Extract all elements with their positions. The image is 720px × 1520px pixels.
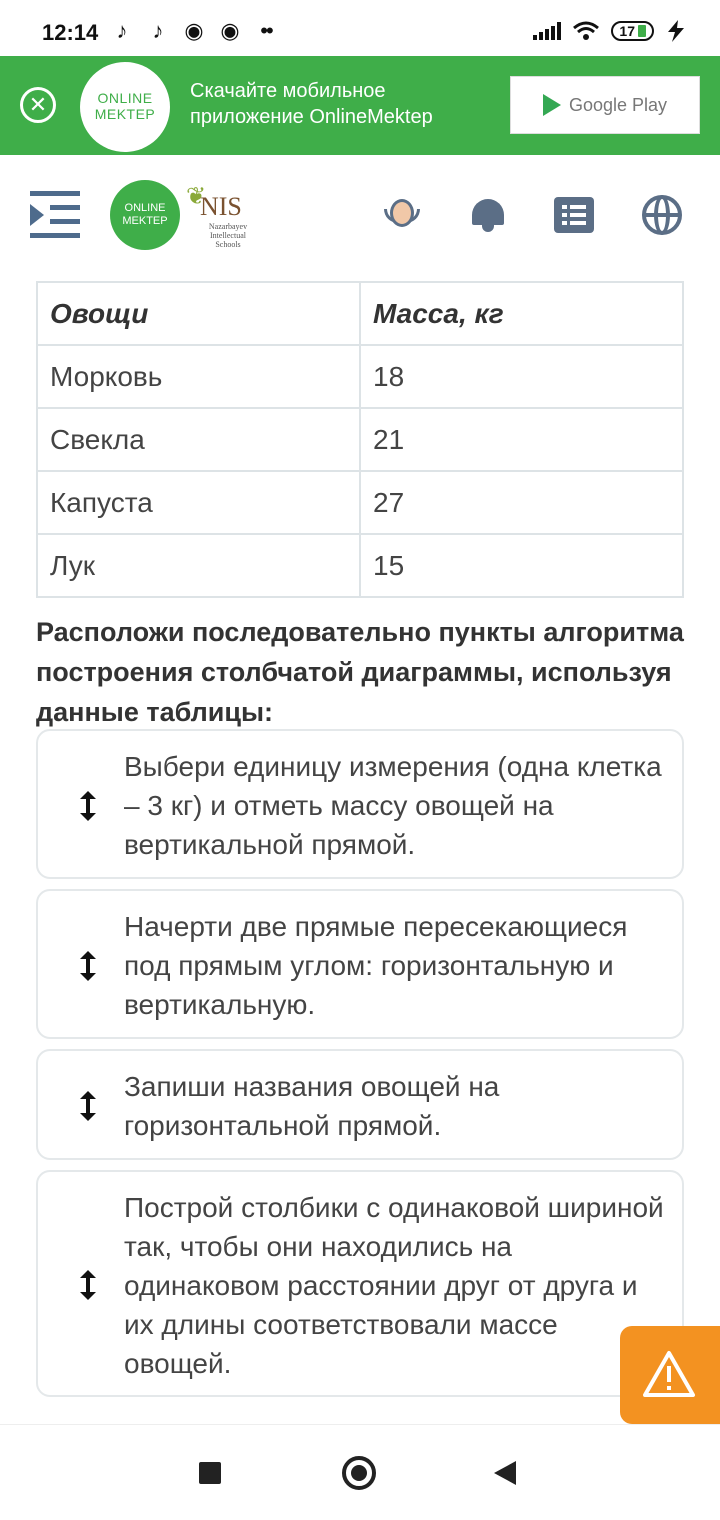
system-icons — [533, 20, 686, 42]
notification-icons — [110, 18, 278, 44]
table-row — [37, 534, 683, 597]
onlinemektep-logo — [80, 62, 170, 152]
report-problem-button[interactable] — [620, 1326, 720, 1424]
wifi-icon — [573, 21, 599, 41]
answer-text: Запиши названия овощей на горизонтальной прямой. — [124, 1071, 500, 1141]
answer-card-3[interactable] — [36, 1049, 684, 1160]
close-icon[interactable]: ✕ — [20, 87, 56, 123]
tiktok-icon: ♪ — [152, 18, 164, 43]
table-cell: Капуста — [37, 471, 360, 534]
battery-level: 17 — [619, 23, 635, 39]
table-cell: Лук — [37, 534, 360, 597]
logo-text-line2: MEKTEP — [94, 106, 156, 122]
nis-logo — [186, 182, 252, 248]
signal-icon — [533, 22, 561, 40]
support-icon[interactable] — [382, 195, 422, 235]
menu-toggle-icon[interactable] — [30, 191, 80, 239]
logo-text-line1: ONLINE — [97, 90, 153, 106]
list-icon[interactable] — [554, 195, 594, 235]
recent-apps-icon[interactable] — [199, 1462, 221, 1484]
table-header-row — [37, 282, 683, 345]
nis-letters: NIS — [200, 192, 242, 221]
table-cell: Морковь — [37, 345, 360, 408]
charging-icon — [666, 20, 686, 42]
more-dots-icon: •• — [260, 18, 272, 43]
drag-handle-icon[interactable] — [80, 1270, 96, 1300]
google-play-label: Google Play — [568, 94, 668, 115]
status-time: 12:14 — [42, 20, 99, 45]
nis-leaf-icon: ❦ — [186, 184, 207, 210]
table-cell: 21 — [360, 408, 683, 471]
drag-handle-icon[interactable] — [80, 951, 96, 981]
answer-card-4[interactable] — [36, 1170, 684, 1397]
status-bar — [0, 0, 720, 56]
question-text: Расположи последовательно пункты алгоритма построения столбчатой диаграммы, используя данные таблицы: — [36, 617, 684, 727]
language-globe-icon[interactable] — [642, 195, 682, 235]
table-row — [37, 408, 683, 471]
warning-icon — [642, 1350, 696, 1398]
back-icon[interactable] — [494, 1461, 516, 1485]
google-play-icon — [543, 94, 561, 116]
battery-icon — [611, 21, 654, 41]
chrome-icon: ◉ — [220, 18, 240, 43]
table-header-vegetables: Овощи — [37, 282, 360, 345]
answer-card-2[interactable] — [36, 889, 684, 1039]
vegetables-table — [36, 281, 684, 598]
table-row — [37, 345, 683, 408]
onlinemektep-logo[interactable] — [110, 180, 180, 250]
answer-card-1[interactable] — [36, 729, 684, 879]
table-cell: 27 — [360, 471, 683, 534]
system-nav-bar — [0, 1424, 720, 1520]
answer-text: Выбери единицу измерения (одна клетка – 3 кг) и отметь массу овощей на вертикальной прямой. — [124, 751, 662, 860]
table-cell: Свекла — [37, 408, 360, 471]
table-cell: 15 — [360, 534, 683, 597]
nis-subtitle: Nazarbayev Intellectual Schools — [208, 222, 248, 249]
drag-handle-icon[interactable] — [80, 1091, 96, 1121]
drag-handle-icon[interactable] — [80, 791, 96, 821]
chrome-icon: ◉ — [184, 18, 204, 43]
app-download-banner — [0, 56, 720, 155]
table-row — [37, 471, 683, 534]
logo-text-line1: ONLINE — [124, 202, 166, 214]
notifications-bell-icon[interactable] — [468, 195, 508, 235]
answer-text: Начерти две прямые пересекающиеся под прямым углом: горизонтальную и вертикальную. — [124, 911, 628, 1020]
tiktok-icon: ♪ — [116, 18, 128, 43]
home-icon[interactable] — [342, 1456, 376, 1490]
table-header-mass: Масса, кг — [360, 282, 683, 345]
logo-text-line2: MEKTEP — [122, 215, 168, 227]
answer-text: Построй столбики с одинаковой шириной так, чтобы они находились на одинаковом расстоянии друг от друга и их длины соответствовали массе овощей. — [124, 1192, 664, 1379]
table-cell: 18 — [360, 345, 683, 408]
banner-text: Скачайте мобильное приложение OnlineMektep — [190, 80, 433, 128]
google-play-button[interactable] — [510, 76, 700, 134]
app-header — [0, 155, 720, 275]
